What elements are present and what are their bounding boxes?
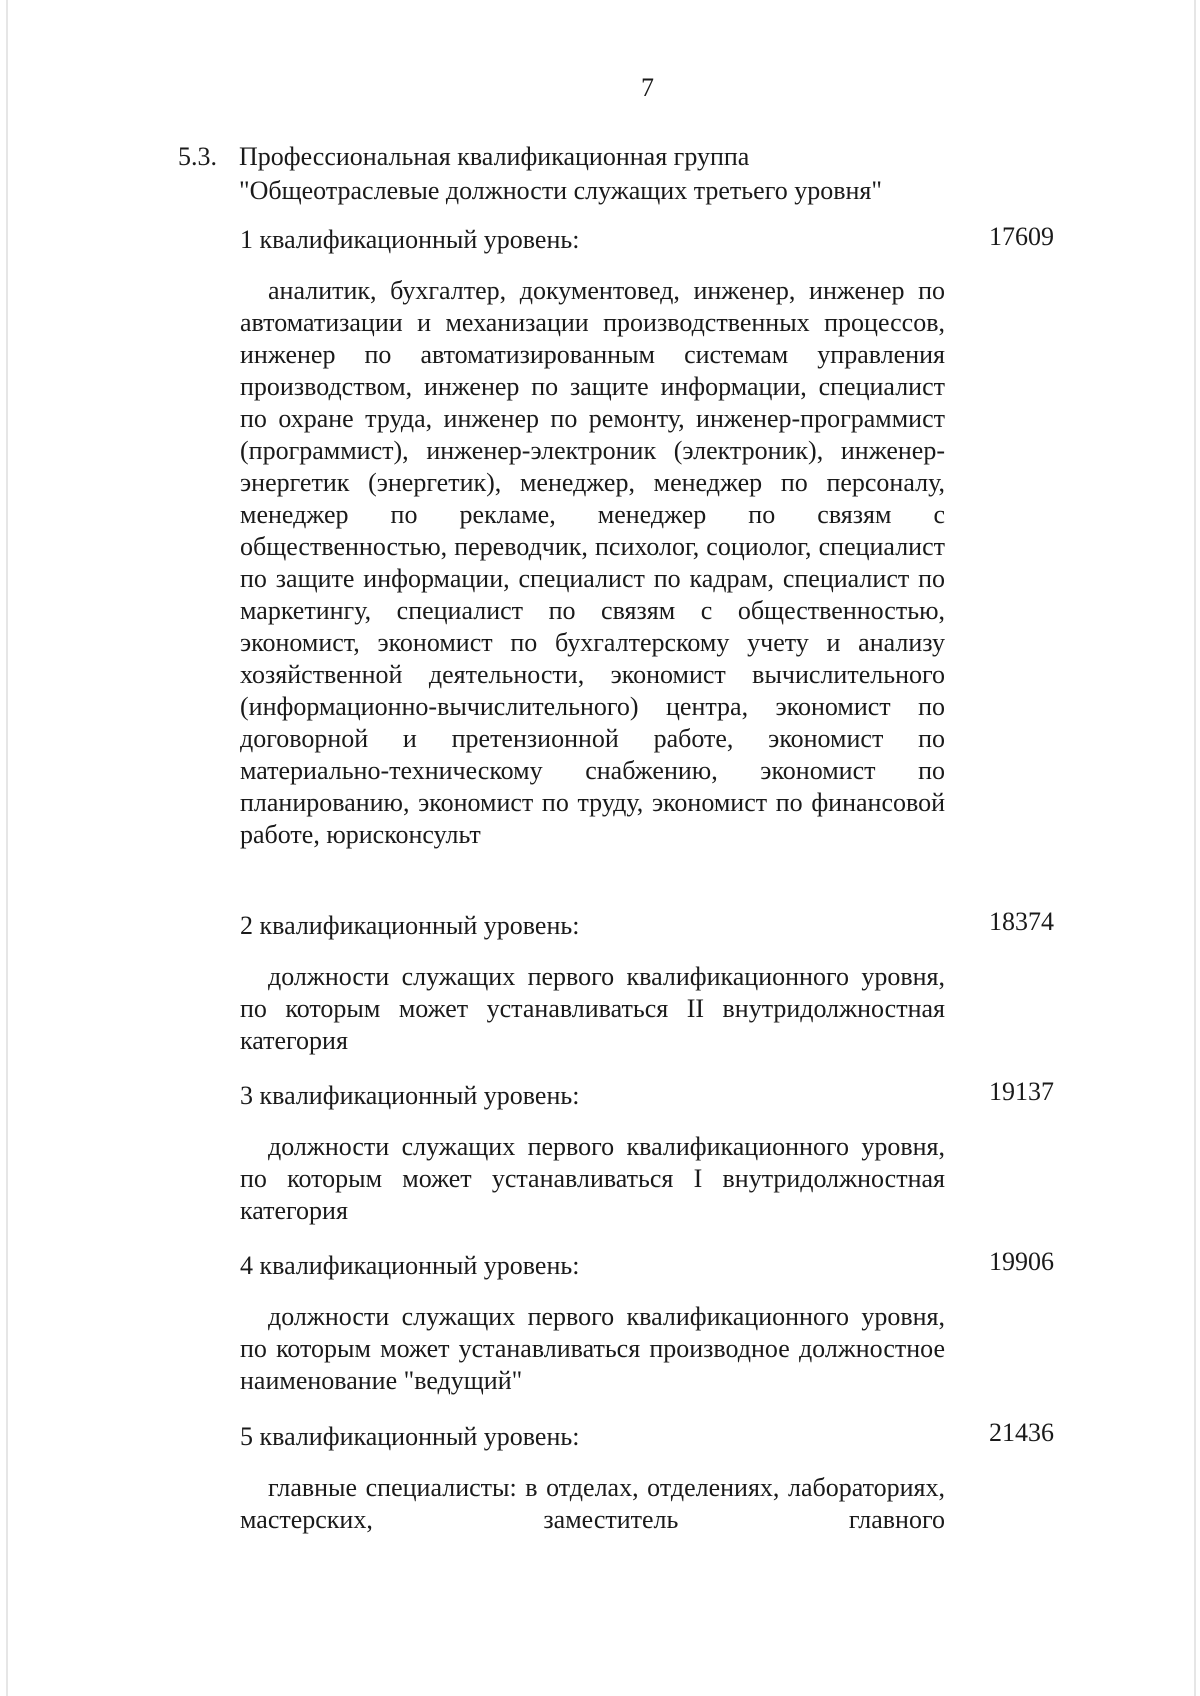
level-2-label: 2 квалификационный уровень: (240, 911, 580, 940)
level-2-description: должности служащих первого квалификационного уровня, по которым может устанавливаться II внутридолжностная категория (240, 962, 945, 1055)
scan-edge-right (1194, 0, 1196, 1696)
level-5-description: главные специалисты: в отделах, отделениях, лабораториях, мастерских, заместитель главного (240, 1473, 945, 1534)
section-title-line1: Профессиональная квалификационная группа (239, 142, 750, 171)
page-number: 7 (641, 73, 654, 102)
level-4-amount: 19906 (989, 1247, 1054, 1276)
section-title-line2: "Общеотраслевые должности служащих третьего уровня" (239, 176, 882, 205)
level-4-label: 4 квалификационный уровень: (240, 1251, 580, 1280)
level-4-description: должности служащих первого квалификационного уровня, по которым может устанавливаться производное должностное наименование "ведущий" (240, 1302, 945, 1395)
level-3-label: 3 квалификационный уровень: (240, 1081, 580, 1110)
level-1-amount: 17609 (989, 222, 1054, 251)
level-3-description: должности служащих первого квалификационного уровня, по которым может устанавливаться I внутридолжностная категория (240, 1132, 945, 1225)
level-2-amount: 18374 (989, 907, 1054, 936)
level-3-amount: 19137 (989, 1077, 1054, 1106)
level-1-description: аналитик, бухгалтер, документовед, инженер, инженер по автоматизации и механизации производственных процессов, инженер по автоматизированным системам управления производством, инженер по защите информации, специалист по охране труда, инженер по ремонту, инженер-программист (программист), инженер-электроник (электроник), инженер-энергетик (энергетик), менеджер, менеджер по персоналу, менеджер по рекламе, менеджер по связям с общественностью, переводчик, психолог, социолог, специалист по защите информации, специалист по кадрам, специалист по маркетингу, специалист по связям с общественностью, экономист, экономист по бухгалтерскому учету и анализу хозяйственной деятельности, экономист вычислительного (информационно-вычислительного) центра, экономист по договорной и претензионной работе, экономист по материально-техническому снабжению, экономист по планированию, экономист по труду, экономист по финансовой работе, юрисконсульт (240, 276, 945, 849)
level-1-label: 1 квалификационный уровень: (240, 225, 580, 254)
level-5-amount: 21436 (989, 1418, 1054, 1447)
scan-edge-left (6, 0, 8, 1696)
level-5-label: 5 квалификационный уровень: (240, 1422, 580, 1451)
section-number: 5.3. (178, 142, 217, 171)
